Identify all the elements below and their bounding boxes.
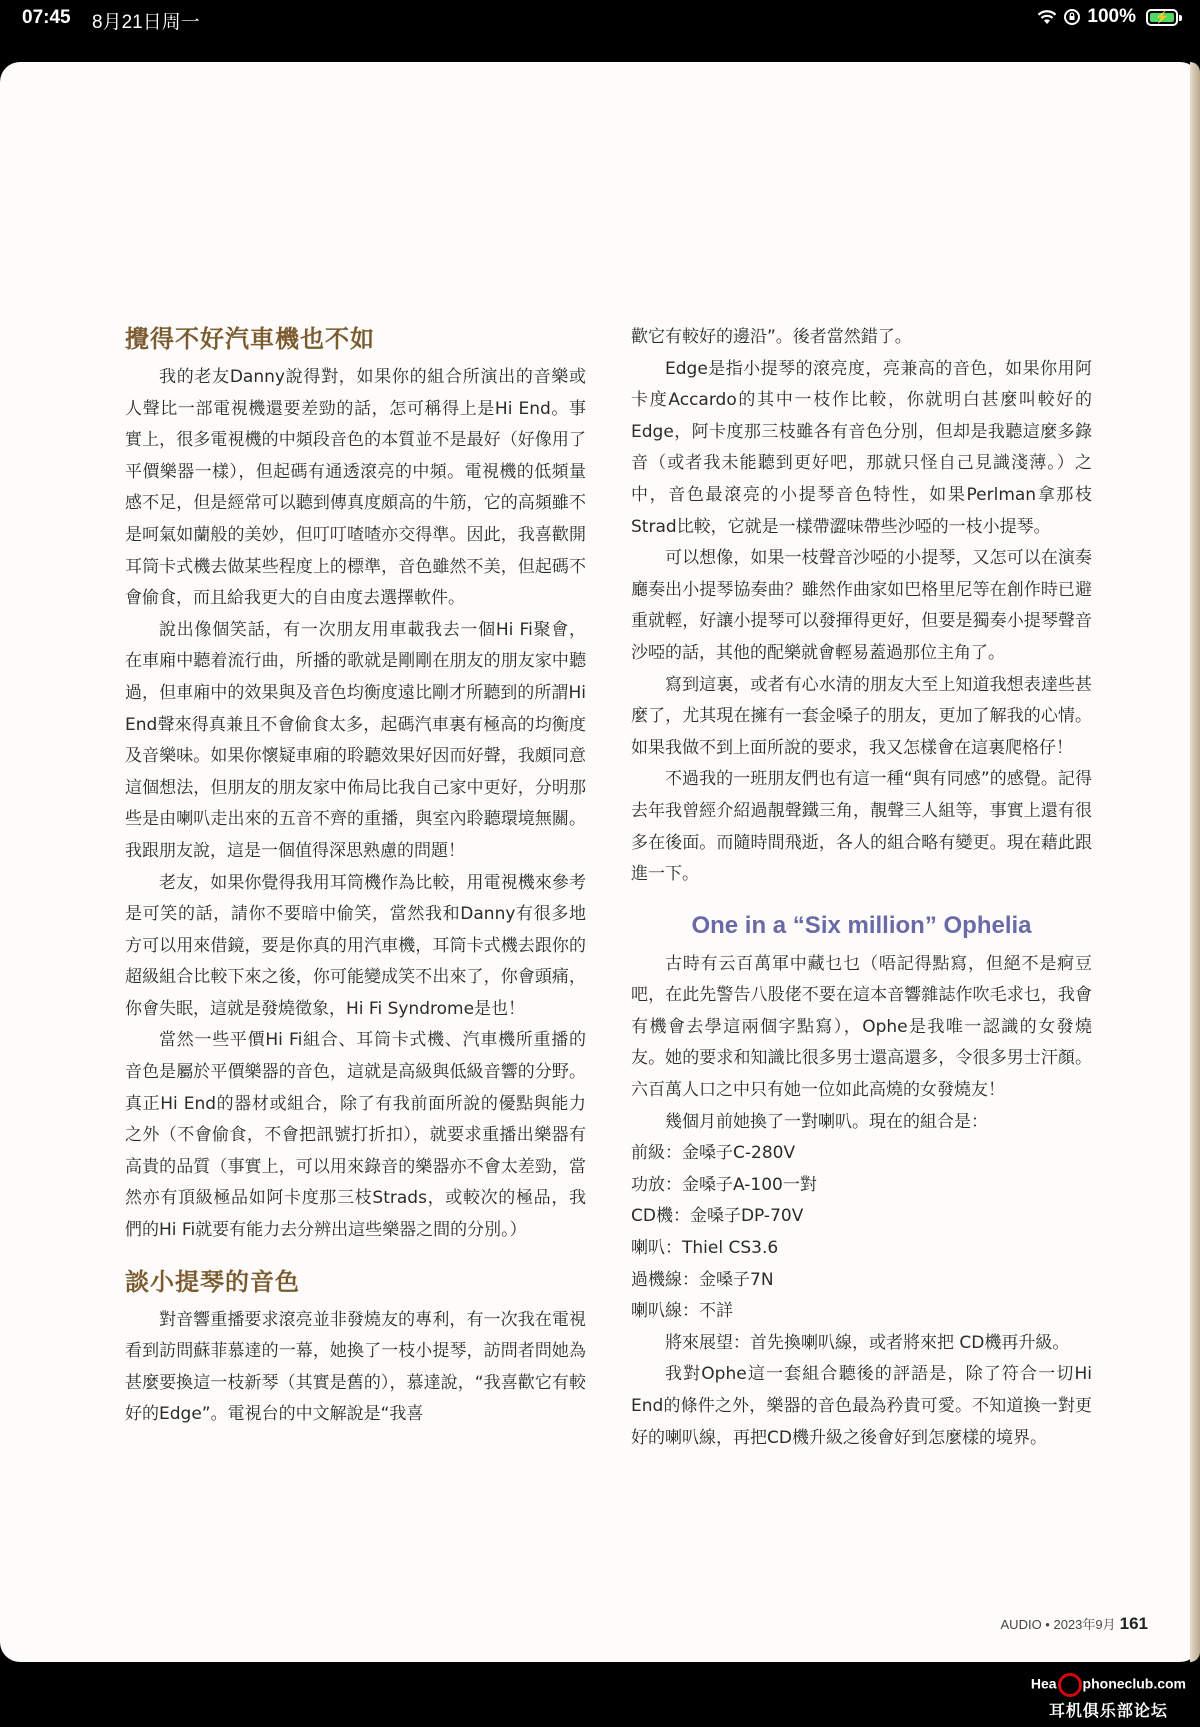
paragraph: 古時有云百萬軍中藏乜乜（唔記得點寫，但絕不是痾豆吧，在此先警告八股佬不要在這本音響雜誌作吹毛求乜，我會有機會去學這兩個字點寫），Ophe是我唯一認識的女發燒友。她的要求和知識比很多男士還高還多，令很多男士汗顏。六百萬人口之中只有她一位如此高燒的女發燒友！ [631,953,1092,1101]
paragraph-continuation: 歡它有較好的邊沿”。後者當然錯了。 [631,327,912,347]
status-bar [0,0,1200,38]
paragraph: 寫到這裏，或者有心水清的朋友大至上知道我想表達些甚麼了，尤其現在擁有一套金嗓子的朋友，更加了解我的心情。如果我做不到上面所說的要求，我又怎樣會在這裏爬格仔！ [631,674,1092,758]
section-heading-1: 攪得不好汽車機也不如 [125,325,375,353]
equipment-item: 功放：金嗓子A-100一對 [631,1174,817,1195]
section-heading-2: 談小提琴的音色 [125,1267,300,1296]
watermark-logo: Hea phoneclub.com [1031,1673,1186,1697]
wifi-icon [1037,9,1057,25]
paragraph: Edge是指小提琴的滾亮度，亮兼高的音色，如果你用阿卡度Accardo的其中一枝作比較，你就明白甚麼叫較好的Edge，阿卡度那三枝雖各有音色分別，但却是我聽這麼多錄音（或者我未能聽到更好吧，那就只怪自己見識淺薄。）之中，音色最滾亮的小提琴音色特性，如果Perlman拿那枝Strad比較，它就是一樣帶澀味帶些沙啞的一枝小提琴。 [631,358,1092,537]
watermark-text: 耳机俱乐部论坛 [1048,1701,1168,1720]
equipment-item: 喇叭：Thiel CS3.6 [631,1238,779,1259]
equipment-item: CD機：金嗓子DP-70V [631,1206,804,1227]
paragraph: 幾個月前她換了一對喇叭。現在的組合是： [665,1111,988,1132]
status-time: 07:45 [22,7,71,28]
battery-icon: ⚡ [1146,9,1178,26]
paragraph: 我的老友Danny說得對，如果你的組合所演出的音樂或人聲比一部電視機還要差勁的話，怎可稱得上是Hi End。事實上，很多電視機的中頻段音色的本質並不是最好（好像用了平價樂器一樣），但起碼有通透滾亮的中頻。電視機的低頻量感不足，但是經常可以聽到傳真度頗高的牛筋，它的高頻雖不是呵氣如蘭般的美妙，但叮叮喳喳亦交得準。因此，我喜歡開耳筒卡式機去做某些程度上的標準，音色雖然不美，但起碼不會偷食，而且給我更大的自由度去選擇軟件。 [125,367,586,609]
page-number: 161 [1119,1614,1148,1633]
paragraph: 不過我的一班朋友們也有這一種“與有同感”的感覺。記得去年我曾經介紹過靚聲鐵三角，靚聲三人組等，事實上還有很多在後面。而隨時間飛逝，各人的組合略有變更。現在藉此跟進一下。 [631,769,1092,885]
left-column [125,322,586,1431]
status-date: 8月21日周一 [92,12,200,33]
battery-percentage: 100% [1087,6,1136,27]
status-indicators [1037,6,1178,28]
orientation-lock-icon [1063,8,1081,26]
paragraph: 將來展望：首先換喇叭線，或者將來把 CD機再升級。 [665,1332,1070,1353]
section-subheading: One in a “Six million” Ophelia [691,911,1032,939]
equipment-item: 前級：金嗓子C-280V [631,1143,796,1164]
paragraph: 對音響重播要求滾亮並非發燒友的專利，有一次我在電視看到訪問蘇菲慕達的一幕，她換了一枝小提琴，訪問者問她為甚麼要換這一枝新琴（其實是舊的），慕達說，“我喜歡它有較好的Edge”。電視台的中文解說是“我喜 [125,1309,586,1425]
equipment-item: 喇叭線：不詳 [631,1301,733,1322]
paragraph: 當然一些平價Hi Fi組合、耳筒卡式機、汽車機所重播的音色是屬於平價樂器的音色，這就是高級與低級音響的分野。真正Hi End的器材或組合，除了有我前面所說的優點與能力之外（不會偷食，不會把訊號打折扣），就要求重播出樂器有高貴的品質（事實上，可以用來錄音的樂器亦不會太差勁，當然亦有頂級極品如阿卡度那三枝Strads，或較次的極品，我們的Hi Fi就要有能力去分辨出這些樂器之間的分別。） [125,1030,586,1241]
headphone-ring-icon [1058,1673,1082,1697]
equipment-item: 過機線：金嗓子7N [631,1269,774,1290]
page-edge [1190,62,1200,1662]
right-column [631,322,1092,1454]
paragraph: 我對Ophe這一套組合聽後的評語是，除了符合一切Hi End的條件之外，樂器的音色最為矜貴可愛。不知道換一對更好的喇叭線，再把CD機升級之後會好到怎麼樣的境界。 [631,1364,1092,1448]
paragraph: 老友，如果你覺得我用耳筒機作為比較，用電視機來參考是可笑的話，請你不要暗中偷笑，當然我和Danny有很多地方可以用來借鏡，要是你真的用汽車機，耳筒卡式機去跟你的超級組合比較下來之後，你可能變成笑不出來了，你會頭痛，你會失眠，這就是發燒徵象，Hi Fi Syndrome是也！ [125,872,586,1019]
page-footer [1001,1614,1148,1634]
paragraph: 說出像個笑話，有一次朋友用車載我去一個Hi Fi聚會，在車廂中聽着流行曲，所播的歌就是剛剛在朋友的朋友家中聽過，但車廂中的效果與及音色均衡度遠比剛才所聽到的所謂Hi End聲來得真兼且不會偷食太多，起碼汽車裏有極高的均衡度及音樂味。如果你懷疑車廂的聆聽效果好因而好聲，我頗同意這個想法，但朋友的朋友家中佈局比我自己家中更好，分明那些是由喇叭走出來的五音不齊的重播，與室內聆聽環境無關。我跟朋友說，這是一個值得深思熟慮的問題！ [125,619,586,861]
watermark [1031,1673,1186,1721]
paragraph: 可以想像，如果一枝聲音沙啞的小提琴，又怎可以在演奏廳奏出小提琴協奏曲？雖然作曲家如巴格里尼等在創作時已避重就輕，好讓小提琴可以發揮得更好，但要是獨奏小提琴聲音沙啞的話，其他的配樂就會輕易蓋過那位主角了。 [631,548,1092,663]
magazine-issue: AUDIO • 2023年9月 [1000,1617,1116,1632]
